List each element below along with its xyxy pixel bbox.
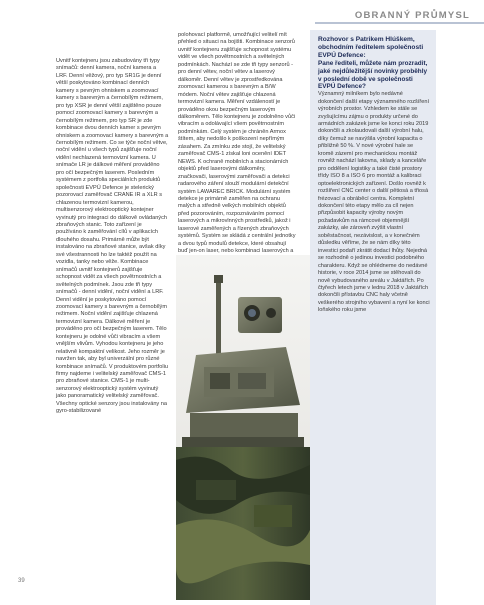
page-header-title: OBRANNÝ PRŮMYSL (354, 10, 470, 21)
interview-answer: Významný milníkem bylo nedávné dokončení další etapy významného rozšíření výrobních prostor. Vzhledem ke stále se zvyšujícímu zájmu o produkty určené do armádních zakázek jsme ke konci roku 2019 dokončili a zkolaudovali další výrobní halu, díky čemuž se navýšila výrobní kapacita o přibližně 50 %. V nové výrobní hale se kromě zázemí pro mechanickou montáž rovněž nachází lakovna, sklady a kanceláře pro oddělení logistiky a také čisté prostory třídy ISO 8 a ISO 6 pro montáž a kalibraci optoelektronických zařízení. Došlo rovněž k rozšíření CNC center o další pětiosá a třiosá frézovací a obráběcí centra. Kompletní dokončení této etapy mělo za cíl nejen přizpůsobit kapacity výroby novým požadavkům na rámcové objemnější zakázky, ale zároveň zvýšit vlastní soběstačnost, nezávislost, a v konečném důsledku věříme, že se nám díky této investici podaří zkrátit dodací lhůty. Nejedná se rozhodně o jedinou investici podobného charakteru. Když se ohlédneme do nedávné historie, v roce 2014 jsme se stěhovali do nově vybudovaného areálu v Jaktářích. Po čtyřech letech jsme v lednu 2018 v Jaktářích dokončili přístavbu CNC haly včetně veškerého strojního vybavení a nyní ke konci loňského roku jsme (318, 91, 430, 314)
article-text-column-1: Uvnitř kontejneru jsou zabudovány tři typy snímačů: denní kamera, noční kamera a LRF. Denní věžový, pro typ SR1G je denní větší poskytováno kombinací denních kamery s pevným ohniskem a zoomovací kamery s barevným a černobílým režimem, pro typ XSR je denní větší zajištěno pouze pomocí zoomovací kamery s barevným a černobílým režimem, pro typ SR je zde kombinace dvou denních kamer s pevným ohniskem a zoomovací kamery s barevným a černobílým režimem. Co se týče noční větve, noční vidění u všech typů zajišťuje noční vidění nechlazená termovizní kamera. U snímače LR je dálkové měření prováděno pro očí bezpečným laserem. Posledním systémem z portfolia speciálních produktů společnosti EVPÚ Defence je stelerický pozorovací zaměřovač CRANE IR a XLR s chlazenou termovizní kamerou, multisenzorový elektrooptický kontejner vyvinutý pro integraci do dálkově ovládaných zbraňových stanic. Toto zařízení je používáno k zaměřování cílů v aplikacích dlouhého dosahu. Primárně může být instalováno na zbraňové stanice, avšak díky své všestrannosti ho lze taktéž použít na vozidla, tanky nebo věže. Kombinace snímačů uvnitř kontejnerů zajišťuje schopnost vidět za všech povětrnostních a světelných podmínek. Jsou zde tři typy snímačů - denní vidění, noční vidění a LRF. Denní vidění je poskytováno pomocí zoomovací kamery s barevným a černobílým režimem. Noční vidění zajišťuje chlazená termovizní kamera. Dálkové měření je prováděno pro očí bezpečným laserem. Tělo kontejneru je odolné vůči vibracím a všem vnějším vlivům. Vyhodou kontejneru je jeho relativně kompaktní velikost. Jeho rozměr je navržen tak, aby byl univerzální pro různé kombinace snímačů. V produktovém portfoliu firmy najdeme i velitelský zaměřovač CMS-1 pro zbraňové stanice. CMS-1 je multi-senzorový elektrooptický systém vyvinutý jako panoramatický velitelský zaměřovač. Všechny optické senzory jsou instalovány na gyro-stabilizované (56, 58, 169, 415)
weapon-station-photo (176, 255, 310, 600)
header-rule (315, 22, 484, 24)
article-text-column-2: polohovací platformě, umožňující velitelí mít přehled o situaci na bojišti. Kombinace senzorů uvnitř kontejneru zajišťuje schopnost systému vidět ve všech povětrnostních a světelných podmínkách. Nachází se zde tři typy senzorů - pro denní větev, noční větev a laserový dálkoměr. Denní větev je zprostředkována zoomovací kamerou s barevným a B/W módem. Noční větev zajišťuje chlazená termovizní kamera. Měření vzdáleností je prováděno okou bezpečným laserovým dálkoměrem. Tělo kontejneru je zodolněno vůči vibracím a odolávající všem povětrnostním podmínkám. Celý systém je chráněn Armox štítem, aby nedošlo k poškození nepřímým zásahem. Za zmínku zde stojí, že velitelský zaměřovač CMS-1 získal loni ocenění IDET NEWS. K ochraně mobilních a stacionárních objektů před laserovými dálkoměry, značkovači, laserovými zaměřovači a detekci radarového záření slouží modulární detekční systém LAWAREC BRICK. Modulární systém detekce je primárně zaměřen na ochranu malých a středně velkých mobilních objektů před pozorováním, rozpoznáváním pomocí laserových a mikrovlnných prostředků, jakož i laserové zaměřených a řízených zbraňových systémů. Systém se skládá z centrální jednotky a dvou typů modulů detekce, které obsahují buď jen-on laser, nebo kombinaci laserových a (178, 32, 296, 255)
article-column-1 (56, 58, 169, 416)
interview-column (318, 36, 430, 315)
interview-heading: Rozhovor s Patrikem Hlúškem, obchodním ředitelem společnosti EVPÚ Defence: (318, 36, 424, 59)
page-number: 39 (18, 578, 25, 584)
weapon-station-illustration (176, 255, 310, 600)
article-column-2 (178, 32, 296, 285)
interview-question: Pane řediteli, můžete nám prozradit, jaké nejdůležitější novinky proběhly v poslední době ve společnosti EVPÚ Defence? (318, 60, 428, 91)
